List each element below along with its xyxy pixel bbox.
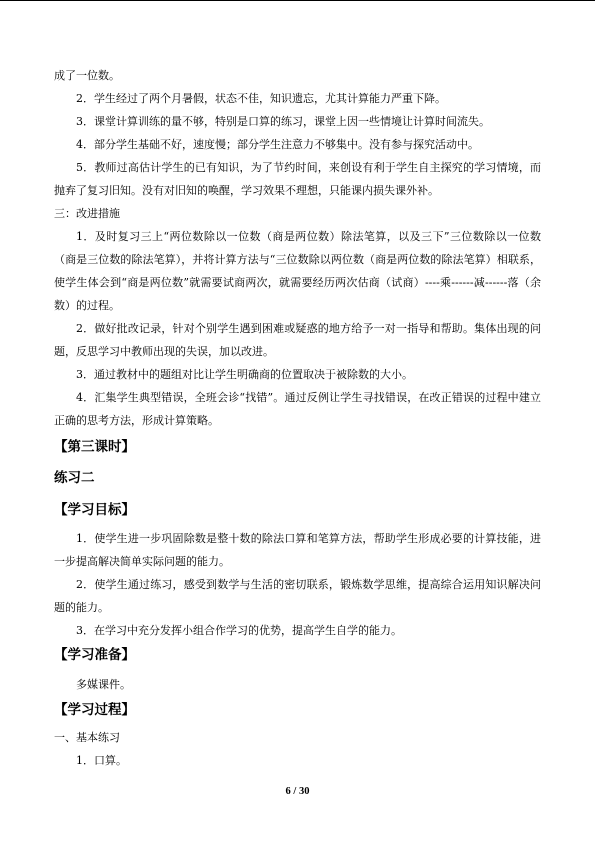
measure-item-3: 3．通过教材中的题组对比让学生明确商的位置取决于被除数的大小。	[76, 368, 413, 381]
reason-item-2: 2．学生经过了两个月暑假，状态不佳，知识遗忘，尤其计算能力严重下降。	[76, 92, 446, 105]
prep-text: 多媒课件。	[76, 678, 131, 691]
prep-heading: 【学习准备】	[54, 647, 135, 663]
reason-item-4: 4．部分学生基础不好，速度慢；部分学生注意力不够集中。没有参与探究活动中。	[76, 138, 479, 151]
reason-item-5: 5．教师过高估计学生的已有知识，为了节约时间，来创设有利于学生自主探究的学习情境，而抛弃了复习旧知。没有对旧知的唤醒，学习效果不理想，只能课内损失课外补。	[54, 161, 541, 197]
process-item-oral: 1．口算。	[76, 754, 127, 767]
measure-item-2: 2．做好批改记录，针对个别学生遇到困难或疑惑的地方给予一对一指导和帮助。集体出现的问题，反思学习中教师出现的失误，加以改进。	[54, 322, 541, 358]
header-rule	[0, 0, 595, 1]
measures-heading: 三：改进措施	[54, 207, 120, 220]
page-number: 6 / 30	[285, 786, 310, 797]
section-heading: 【第三课时】	[54, 439, 135, 455]
goals-heading: 【学习目标】	[54, 502, 135, 518]
document-body	[54, 64, 541, 772]
goal-item-1: 1．使学生进一步巩固除数是整十数的除法口算和笔算方法，帮助学生形成必要的计算技能，进一步提高解决简单实际问题的能力。	[54, 532, 541, 568]
goal-item-3: 3．在学习中充分发挥小组合作学习的优势，提高学生自学的能力。	[76, 624, 402, 637]
reason-item-3: 3．课堂计算训练的量不够，特别是口算的练习，课堂上因一些情境让计算时间流失。	[76, 115, 490, 128]
process-item-basic: 一、基本练习	[54, 731, 120, 744]
measure-item-4: 4．汇集学生典型错误，全班会诊“找错”。通过反例让学生寻找错误，在改正错误的过程中建立正确的思考方法，形成计算策略。	[54, 391, 541, 427]
process-heading: 【学习过程】	[54, 702, 135, 718]
measure-item-1: 1．及时复习三上“两位数除以一位数（商是两位数）除法笔算，以及三下”三位数除以一位数（商是三位数的除法笔算），并将计算方法与“三位数除以两位数（商是两位数的除法笔算）相联系，使学生体会到“商是两位数”就需要试商两次，就需要经历两次估商（试商）----乘------减------落（余数）的过程。	[54, 230, 541, 312]
goal-item-2: 2．使学生通过练习，感受到数学与生活的密切联系，锻炼数学思维，提高综合运用知识解决问题的能力。	[54, 578, 541, 614]
continuation-line: 成了一位数。	[54, 69, 120, 82]
lesson-title: 练习二	[54, 470, 95, 486]
